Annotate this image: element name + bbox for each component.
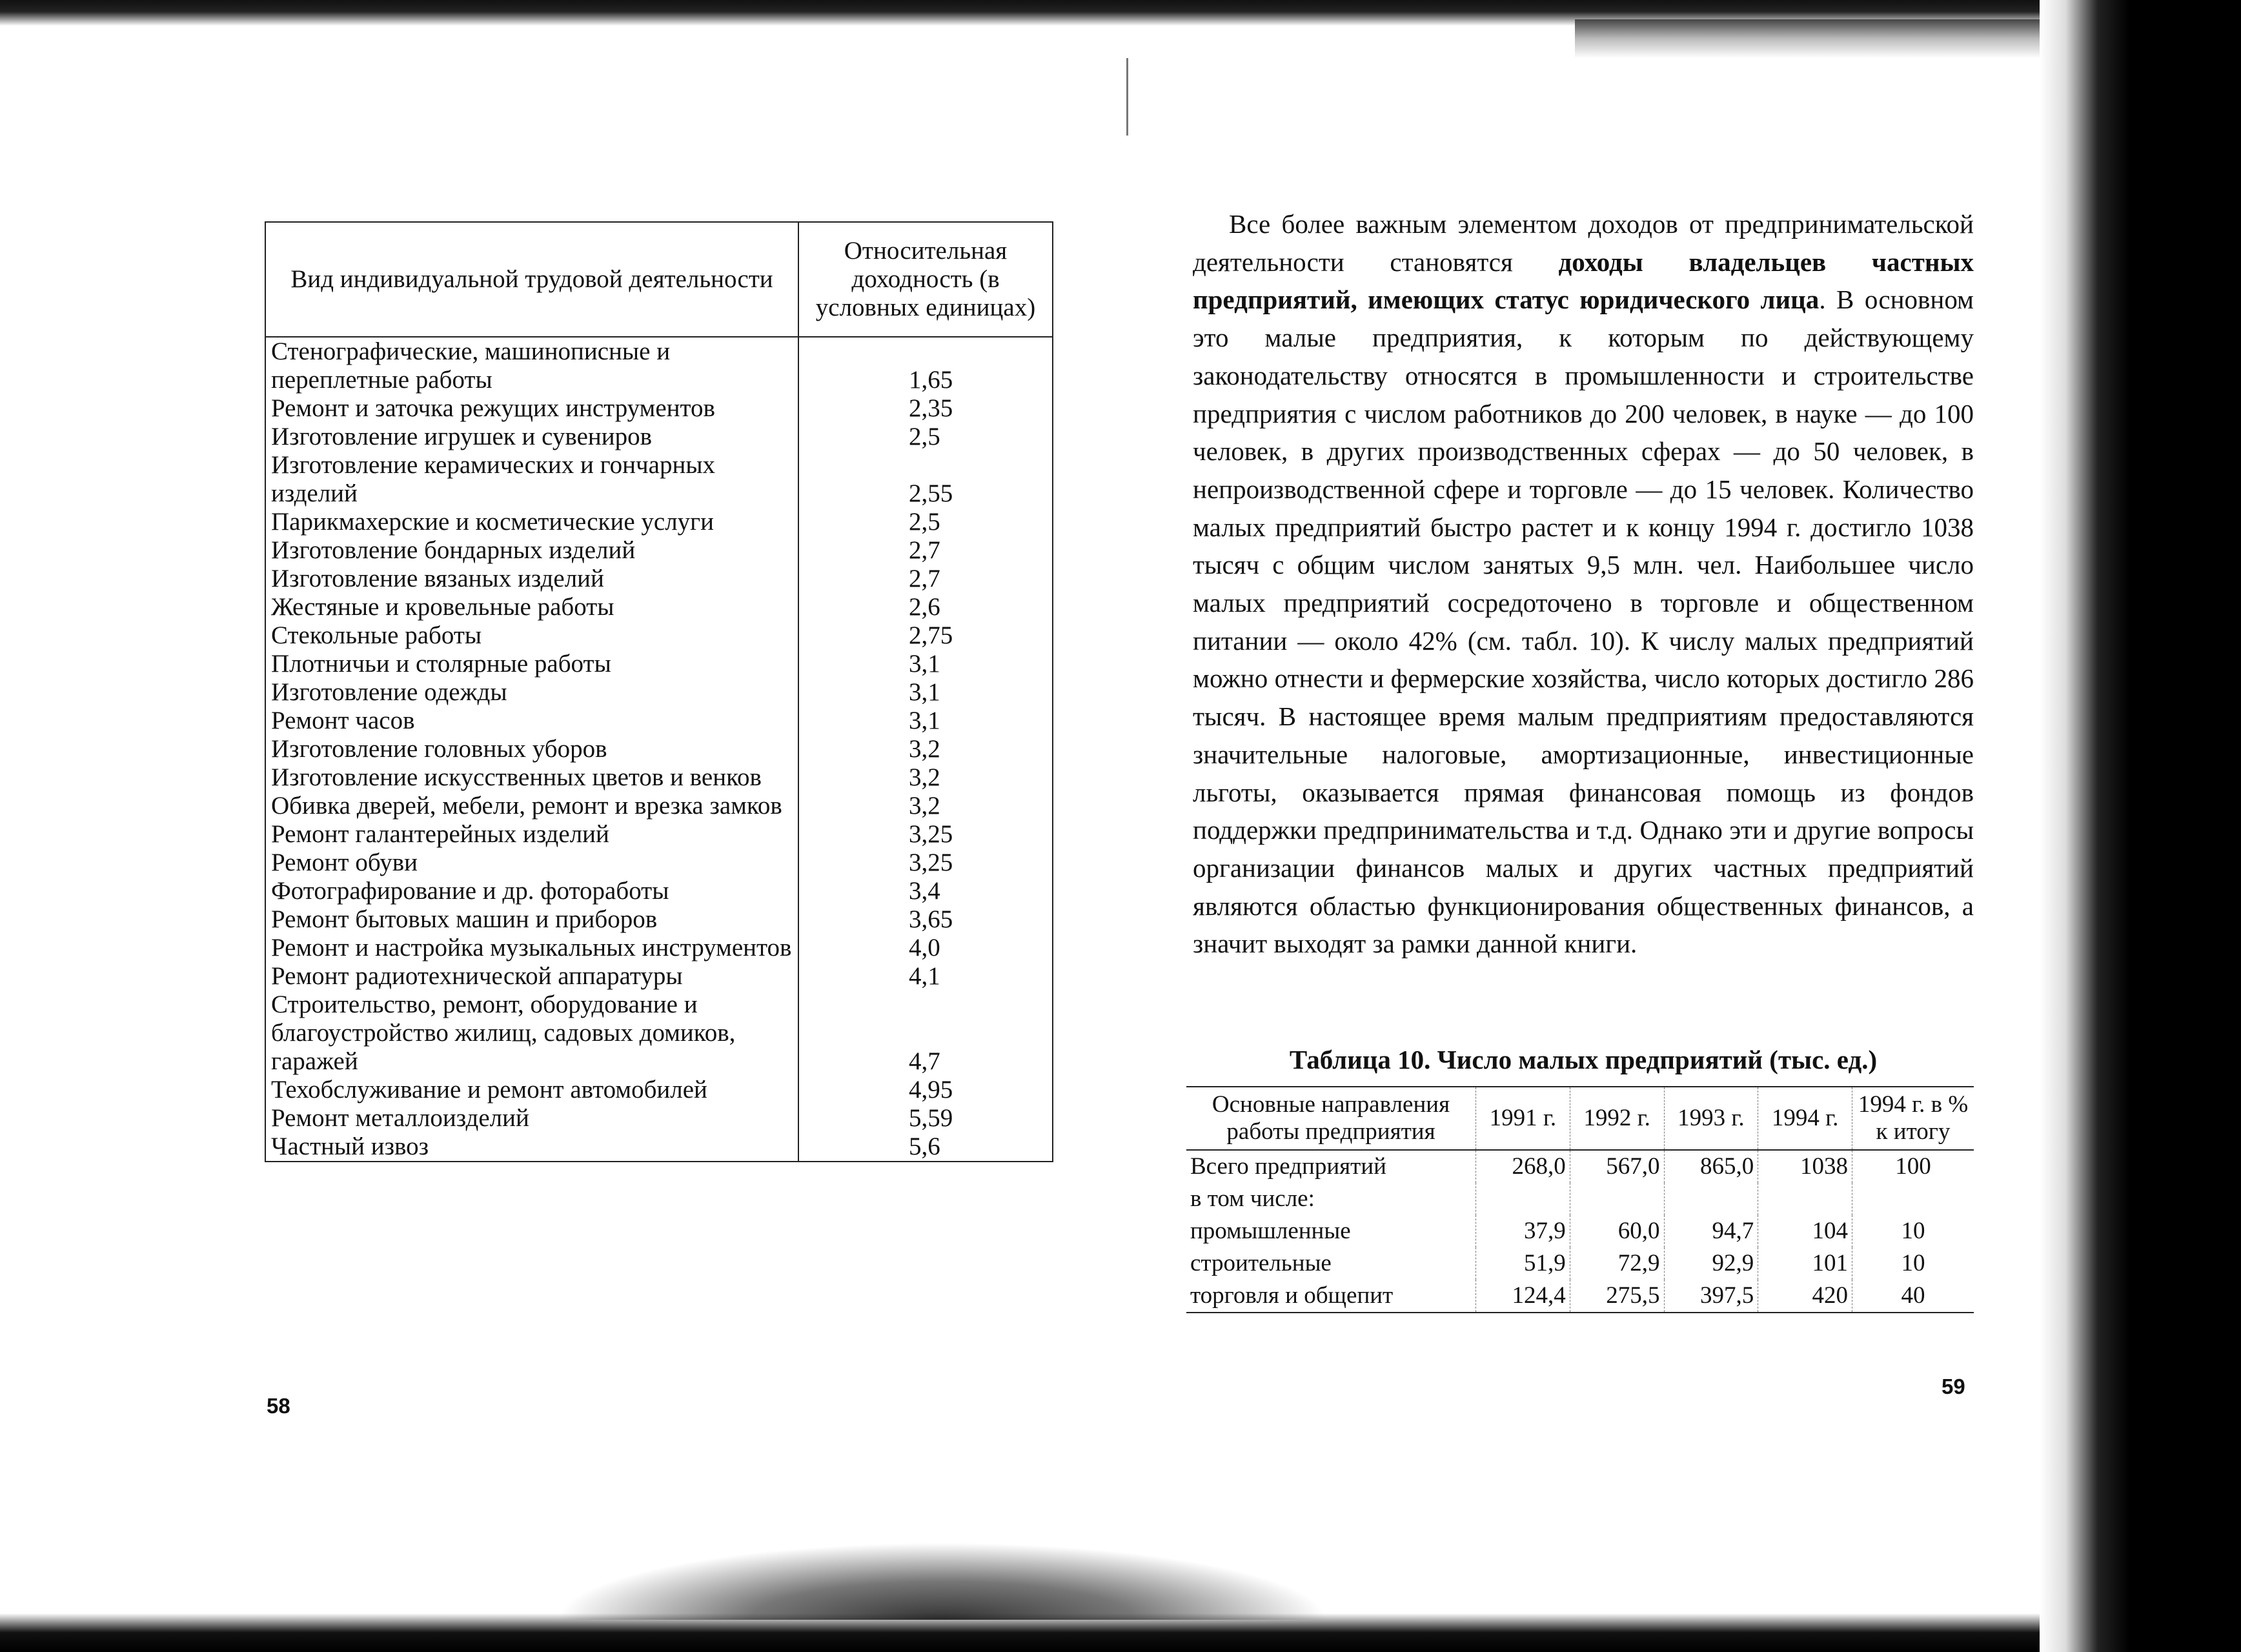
value-cell: 5,6 [798, 1133, 1053, 1162]
table-body [1186, 1150, 1974, 1313]
activity-cell: Обивка дверей, мебели, ремонт и врезка замков [265, 792, 798, 820]
value-cell: 2,55 [798, 451, 1053, 508]
table-header-row [1186, 1087, 1974, 1150]
header-relative-income: Относительная доходность (в условных единицах) [798, 222, 1053, 337]
value-1993-cell [1664, 1183, 1758, 1215]
value-cell: 2,35 [798, 394, 1053, 423]
percent-cell: 100 [1852, 1150, 1974, 1183]
table-row [265, 1104, 1053, 1133]
table-row [265, 905, 1053, 934]
value-1991-cell: 268,0 [1476, 1150, 1570, 1183]
direction-cell: строительные [1190, 1250, 1332, 1276]
activity-cell: Изготовление игрушек и сувениров [265, 423, 798, 451]
value-cell: 2,5 [798, 508, 1053, 536]
value-1994-cell [1758, 1183, 1852, 1215]
value-1994-cell: 420 [1758, 1280, 1852, 1313]
activity-cell: Изготовление одежды [265, 678, 798, 707]
percent-cell: 10 [1852, 1247, 1974, 1280]
value-cell: 4,7 [798, 991, 1053, 1076]
value-1993-cell: 94,7 [1664, 1215, 1758, 1247]
header-1991: 1991 г. [1476, 1087, 1570, 1150]
table-row [1186, 1215, 1974, 1247]
body-paragraph [1193, 205, 1974, 963]
table-header-row [265, 222, 1053, 337]
value-1993-cell: 92,9 [1664, 1247, 1758, 1280]
activity-cell: Плотничьи и столярные работы [265, 650, 798, 678]
table-row [1186, 1150, 1974, 1183]
value-1992-cell: 275,5 [1570, 1280, 1664, 1313]
activity-cell: Изготовление вязаных изделий [265, 565, 798, 593]
value-cell: 3,25 [798, 820, 1053, 849]
value-1992-cell: 60,0 [1570, 1215, 1664, 1247]
activity-cell: Парикмахерские и косметические услуги [265, 508, 798, 536]
activity-cell: Ремонт бытовых машин и приборов [265, 905, 798, 934]
value-1991-cell: 51,9 [1476, 1247, 1570, 1280]
table-row [265, 934, 1053, 962]
scan-shadow-bottom [0, 1613, 2241, 1652]
value-cell: 3,1 [798, 650, 1053, 678]
paragraph-bold-text: доходы владельцев частных предприятий, имеющих статус юридического лица [1193, 247, 1974, 315]
header-1994: 1994 г. [1758, 1087, 1852, 1150]
activity-cell: Изготовление искусственных цветов и венков [265, 763, 798, 792]
small-enterprises-table [1186, 1086, 1974, 1313]
value-cell: 3,65 [798, 905, 1053, 934]
value-cell: 3,2 [798, 792, 1053, 820]
percent-cell [1852, 1183, 1974, 1215]
scan-shadow-bottom-spine [555, 1542, 1330, 1620]
table-row [265, 394, 1053, 423]
table-row [1186, 1247, 1974, 1280]
percent-cell: 10 [1852, 1215, 1974, 1247]
table-row [1186, 1183, 1974, 1215]
value-cell: 3,1 [798, 678, 1053, 707]
value-cell: 2,6 [798, 593, 1053, 621]
value-1992-cell: 567,0 [1570, 1150, 1664, 1183]
activity-cell: Строительство, ремонт, оборудование и благоустройство жилищ, садовых домиков, гаражей [265, 991, 798, 1076]
table-row [265, 423, 1053, 451]
activity-cell: Ремонт галантерейных изделий [265, 820, 798, 849]
table-row [265, 337, 1053, 394]
table-row [1186, 1280, 1974, 1313]
header-1992: 1992 г. [1570, 1087, 1664, 1150]
activity-cell: Изготовление бондарных изделий [265, 536, 798, 565]
value-1991-cell: 124,4 [1476, 1280, 1570, 1313]
table-row [265, 849, 1053, 877]
paragraph-text-1: Все более важным элементом доходов от предпринимательской деятельности становятся [1193, 209, 1974, 277]
direction-cell: промышленные [1190, 1218, 1351, 1244]
table-row [265, 1076, 1053, 1104]
table-row [265, 451, 1053, 508]
value-cell: 2,7 [798, 536, 1053, 565]
table-row [265, 678, 1053, 707]
table-row [265, 763, 1053, 792]
value-1992-cell: 72,9 [1570, 1247, 1664, 1280]
activity-cell: Стекольные работы [265, 621, 798, 650]
activity-cell: Изготовление головных уборов [265, 735, 798, 763]
activity-cell: Ремонт обуви [265, 849, 798, 877]
value-cell: 4,0 [798, 934, 1053, 962]
table-body [265, 337, 1053, 1162]
scan-shadow-right-edge [2040, 0, 2241, 1652]
activity-cell: Жестяные и кровельные работы [265, 593, 798, 621]
table-row [265, 565, 1053, 593]
value-cell: 3,1 [798, 707, 1053, 735]
activity-cell: Ремонт радиотехнической аппаратуры [265, 962, 798, 991]
value-cell: 5,59 [798, 1104, 1053, 1133]
page-number-left: 58 [267, 1394, 290, 1418]
value-1993-cell: 397,5 [1664, 1280, 1758, 1313]
value-cell: 3,25 [798, 849, 1053, 877]
table-row [265, 508, 1053, 536]
table-10-title: Таблица 10. Число малых предприятий (тыс. ед.) [1289, 1045, 1878, 1074]
value-1994-cell: 101 [1758, 1247, 1852, 1280]
table-row [265, 792, 1053, 820]
table-row [265, 735, 1053, 763]
table-row [265, 991, 1053, 1076]
activity-cell: Ремонт металлоизделий [265, 1104, 798, 1133]
direction-cell: торговля и общепит [1186, 1280, 1476, 1313]
value-cell: 2,7 [798, 565, 1053, 593]
value-1991-cell: 37,9 [1476, 1215, 1570, 1247]
table-row [265, 1133, 1053, 1162]
header-1994-percent: 1994 г. в % к итогу [1852, 1087, 1974, 1150]
table-row [265, 536, 1053, 565]
value-1991-cell [1476, 1183, 1570, 1215]
value-1993-cell: 865,0 [1664, 1150, 1758, 1183]
table-row [265, 621, 1053, 650]
header-activity: Вид индивидуальной трудовой деятельности [265, 222, 798, 337]
income-by-activity-table [265, 221, 1053, 1162]
paragraph-text-2: . В основном это малые предприятия, к которым по действующему законодательству относятся в промышленности и строительстве предприятия с числом работников до 200 человек, в науке — до 100 человек, в других производственных сферах — до 50 человек, в непроизводственной сфере и торговле — до 15 человек. Количество малых предприятий быстро растет и к концу 1994 г. достигло 1038 тысяч с общим числом занятых 9,5 млн. чел. Наибольшее число малых предприятий сосредоточено в торговле и общественном питании — около 42% (см. табл. 10). К числу малых предприятий можно отнести и фермерские хозяйства, число которых достигло 286 тысяч. В настоящее время малым предприятиям предоставляются значительные налоговые, амортизационные, инвестиционные льготы, оказывается прямая финансовая помощь из фондов поддержки предпринимательства и т.д. Однако эти и другие вопросы организации финансов малых и других частных предприятий являются областью функционирования общественных финансов, а значит выходят за рамки данной книги. [1193, 285, 1974, 959]
value-cell: 2,5 [798, 423, 1053, 451]
value-cell: 1,65 [798, 337, 1053, 394]
activity-cell: Изготовление керамических и гончарных изделий [265, 451, 798, 508]
percent-cell: 40 [1852, 1280, 1974, 1313]
activity-cell: Стенографические, машинописные и переплетные работы [265, 337, 798, 394]
page-gutter-mark [1126, 58, 1128, 136]
activity-cell: Ремонт и настройка музыкальных инструментов [265, 934, 798, 962]
table-row [265, 877, 1053, 905]
table-row [265, 593, 1053, 621]
activity-cell: Ремонт часов [265, 707, 798, 735]
header-direction: Основные направления работы предприятия [1186, 1087, 1476, 1150]
activity-cell: Фотографирование и др. фотоработы [265, 877, 798, 905]
table-row [265, 820, 1053, 849]
activity-cell: Ремонт и заточка режущих инструментов [265, 394, 798, 423]
value-1994-cell: 1038 [1758, 1150, 1852, 1183]
activity-cell: Частный извоз [265, 1133, 798, 1162]
value-1994-cell: 104 [1758, 1215, 1852, 1247]
header-1993: 1993 г. [1664, 1087, 1758, 1150]
table-row [265, 962, 1053, 991]
activity-cell: Техобслуживание и ремонт автомобилей [265, 1076, 798, 1104]
direction-cell: Всего предприятий [1190, 1153, 1386, 1180]
value-1992-cell [1570, 1183, 1664, 1215]
table-row [265, 707, 1053, 735]
value-cell: 3,4 [798, 877, 1053, 905]
value-cell: 4,1 [798, 962, 1053, 991]
value-cell: 3,2 [798, 763, 1053, 792]
page-number-right: 59 [1942, 1375, 1965, 1398]
value-cell: 4,95 [798, 1076, 1053, 1104]
value-cell: 2,75 [798, 621, 1053, 650]
direction-cell: в том числе: [1190, 1185, 1315, 1212]
table-row [265, 650, 1053, 678]
value-cell: 3,2 [798, 735, 1053, 763]
